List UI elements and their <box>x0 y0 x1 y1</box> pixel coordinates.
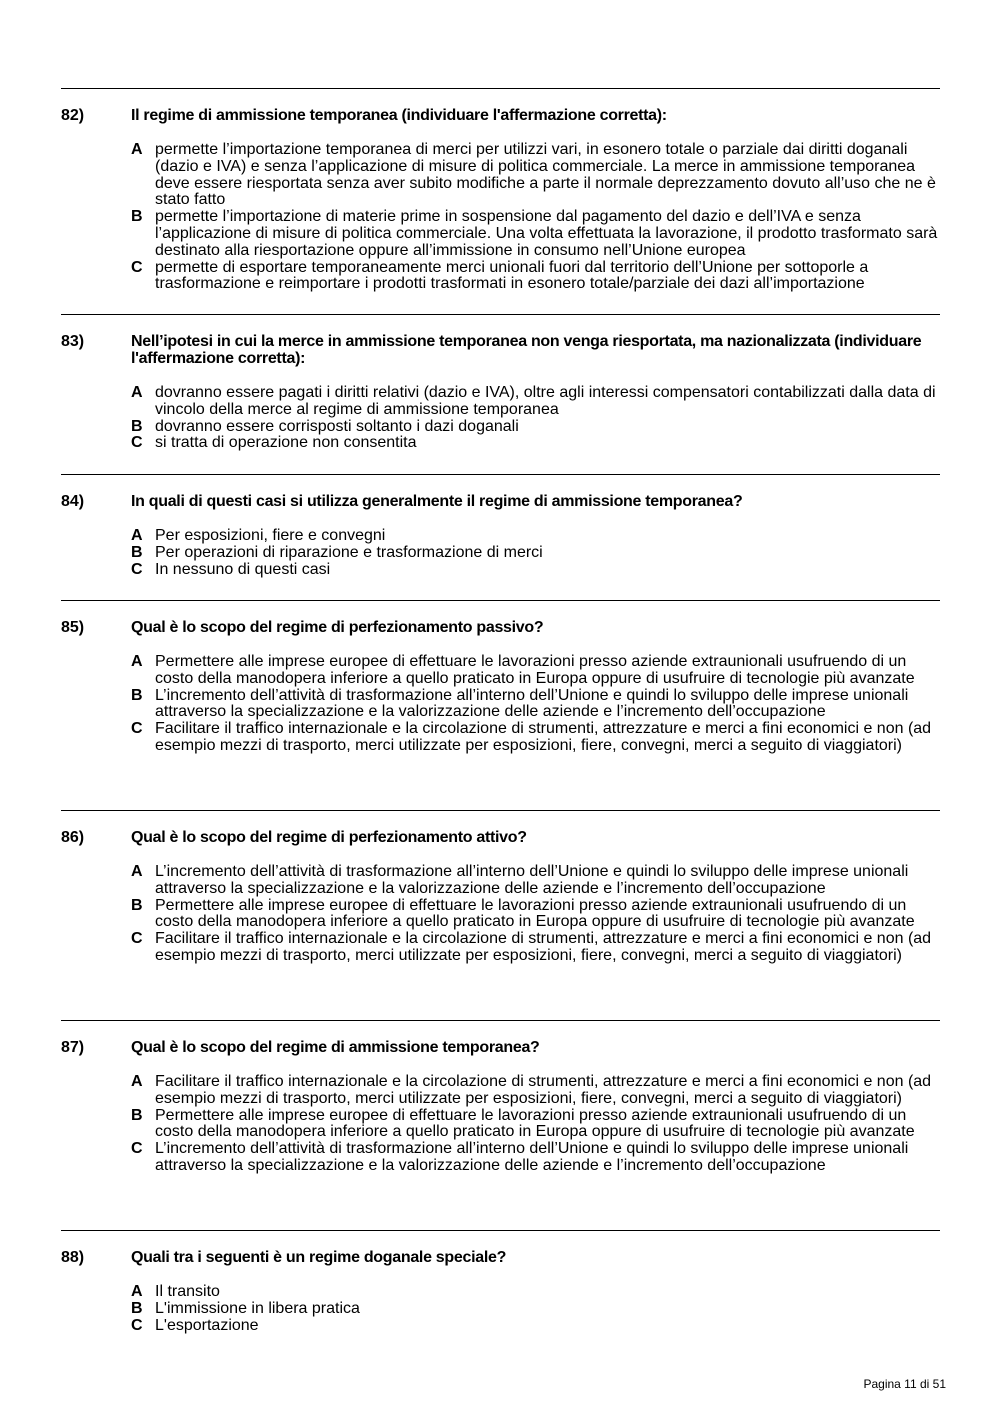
answer-text: Per operazioni di riparazione e trasformazione di merci <box>155 543 543 561</box>
answer-option <box>131 1141 940 1175</box>
divider <box>61 600 940 601</box>
question-block <box>61 1230 940 1334</box>
answer-letter: C <box>131 930 143 948</box>
question-number: 86) <box>61 829 85 846</box>
question-block <box>61 600 940 755</box>
divider <box>61 1020 940 1021</box>
question-number: 84) <box>61 493 85 510</box>
question-block <box>61 474 940 578</box>
answer-letter: A <box>131 653 143 670</box>
answer-text: L'esportazione <box>155 1316 259 1334</box>
answer-letter: B <box>131 896 143 914</box>
divider <box>61 88 940 89</box>
answer-option <box>131 545 940 562</box>
answer-letter: B <box>131 543 143 561</box>
answer-option <box>131 562 940 579</box>
answer-option <box>131 528 940 545</box>
answer-letter: A <box>131 141 143 158</box>
answer-option <box>131 1318 940 1335</box>
answer-text: In nessuno di questi casi <box>155 560 331 578</box>
question-text: Nell’ipotesi in cui la merce in ammissione temporanea non venga riesportata, ma nazionalizzata (individuare l'affermazione corretta): <box>131 333 922 367</box>
answer-option <box>131 1301 940 1318</box>
answer-letter: B <box>131 1299 143 1317</box>
answer-text: Il transito <box>155 1283 220 1300</box>
answer-letter: C <box>131 560 143 578</box>
answer-letter: C <box>131 720 143 738</box>
answer-letter: A <box>131 527 143 544</box>
question-text: Qual è lo scopo del regime di ammissione temporanea? <box>131 1039 540 1056</box>
answer-text: Permettere alle imprese europee di effettuare le lavorazioni presso aziende extraunionali usufruendo di un costo della manodopera inferiore a quello praticato in Europa oppure di usufruire di tecnologie più avanzate <box>155 653 915 687</box>
answer-option <box>131 1074 940 1108</box>
answer-text: L’incremento dell’attività di trasformazione all’interno dell’Unione e quindi lo sviluppo delle imprese unionali attraverso la specializzazione e la valorizzazione delle aziende e l’incremento dell’occupazione <box>155 686 909 721</box>
question-number: 87) <box>61 1039 85 1056</box>
answer-option <box>131 142 940 209</box>
answer-text: Per esposizioni, fiere e convegni <box>155 527 386 544</box>
answer-text: dovranno essere corrisposti soltanto i dazi doganali <box>155 417 519 435</box>
answer-option <box>131 654 940 688</box>
answer-text: dovranno essere pagati i diritti relativi (dazio e IVA), oltre agli interessi compensatori contabilizzati dalla data di vincolo della merce al regime di ammissione temporanea <box>155 384 936 418</box>
question-block <box>61 810 940 965</box>
answer-option <box>131 864 940 898</box>
answer-text: si tratta di operazione non consentita <box>155 434 417 452</box>
answer-text: Facilitare il traffico internazionale e la circolazione di strumenti, attrezzature e merci a fini economici e non (ad esempio mezzi di trasporto, merci utilizzate per esposizioni, fiere, convegni, merci a seguito di viaggiatori) <box>155 930 932 964</box>
answer-text: L'immissione in libera pratica <box>155 1299 360 1317</box>
answer-letter: B <box>131 417 143 435</box>
question-text: Il regime di ammissione temporanea (individuare l'affermazione corretta): <box>131 107 667 124</box>
answer-letter: C <box>131 258 143 276</box>
answer-option <box>131 209 940 259</box>
answer-option <box>131 898 940 932</box>
answer-text: permette l’importazione di materie prime in sospensione dal pagamento del dazio e dell’IVA e senza l’applicazione di misure di politica commerciale. Una volta effettuata la lavorazione, il prodotto trasformato sarà destinato alla riesportazione oppure all’immissione in consumo nell’Unione europea <box>155 208 938 259</box>
answer-letter: A <box>131 1283 143 1300</box>
question-number: 83) <box>61 333 85 350</box>
question-block <box>61 88 940 293</box>
answer-text: Facilitare il traffico internazionale e la circolazione di strumenti, attrezzature e merci a fini economici e non (ad esempio mezzi di trasporto, merci utilizzate per esposizioni, fiere, convegni, merci a seguito di viaggiatori) <box>155 1073 932 1107</box>
answer-option <box>131 688 940 722</box>
answer-letter: A <box>131 863 143 880</box>
divider <box>61 314 940 315</box>
question-block <box>61 1020 940 1175</box>
answer-text: L’incremento dell’attività di trasformazione all’interno dell’Unione e quindi lo sviluppo delle imprese unionali attraverso la specializzazione e la valorizzazione delle aziende e l’incremento dell’occupazione <box>155 863 909 897</box>
answer-letter: A <box>131 1073 143 1090</box>
answer-letter: B <box>131 1106 143 1124</box>
divider <box>61 1230 940 1231</box>
answer-option <box>131 931 940 965</box>
divider <box>61 474 940 475</box>
answer-text: Permettere alle imprese europee di effettuare le lavorazioni presso aziende extraunionali usufruendo di un costo della manodopera inferiore a quello praticato in Europa oppure di usufruire di tecnologie più avanzate <box>155 1106 915 1141</box>
answer-text: Facilitare il traffico internazionale e la circolazione di strumenti, attrezzature e merci a fini economici e non (ad esempio mezzi di trasporto, merci utilizzate per esposizioni, fiere, convegni, merci a seguito di viaggiatori) <box>155 720 932 754</box>
answer-option <box>131 1108 940 1142</box>
question-text: Qual è lo scopo del regime di perfezionamento attivo? <box>131 829 527 846</box>
answer-option <box>131 260 940 294</box>
divider <box>61 810 940 811</box>
question-number: 82) <box>61 107 85 124</box>
answer-text: Permettere alle imprese europee di effettuare le lavorazioni presso aziende extraunionali usufruendo di un costo della manodopera inferiore a quello praticato in Europa oppure di usufruire di tecnologie più avanzate <box>155 896 915 931</box>
answer-letter: A <box>131 384 143 401</box>
answer-option <box>131 435 940 452</box>
answer-text: permette l’importazione temporanea di merci per utilizzi vari, in esonero totale o parziale dai diritti doganali (dazio e IVA) e senza l’applicazione di misure di politica commerciale. La merce in ammissione temporanea deve essere riesportata senza aver subito modifiche a parte il normale deprezzamento dovuto all’uso che ne è stato fatto <box>155 141 936 209</box>
answer-option <box>131 721 940 755</box>
answer-letter: B <box>131 208 143 226</box>
answer-letter: C <box>131 1140 143 1158</box>
question-block <box>61 314 940 452</box>
answer-letter: B <box>131 686 143 704</box>
page-number: Pagina 11 di 51 <box>863 1377 946 1391</box>
answer-text: permette di esportare temporaneamente merci unionali fuori dal territorio dell’Unione per sottoporle a trasformazione e reimportare i prodotti trasformati in esonero totale/parziale dei dazi all’importazione <box>155 258 869 293</box>
answer-option <box>131 419 940 436</box>
answer-option <box>131 385 940 419</box>
answer-letter: C <box>131 1316 143 1334</box>
answer-letter: C <box>131 434 143 452</box>
question-text: Qual è lo scopo del regime di perfezionamento passivo? <box>131 619 544 636</box>
question-number: 85) <box>61 619 85 636</box>
question-text: Quali tra i seguenti è un regime doganale speciale? <box>131 1249 507 1266</box>
question-number: 88) <box>61 1249 85 1266</box>
answer-text: L’incremento dell’attività di trasformazione all’interno dell’Unione e quindi lo sviluppo delle imprese unionali attraverso la specializzazione e la valorizzazione delle aziende e l’incremento dell’occupazione <box>155 1140 909 1174</box>
answer-option <box>131 1284 940 1301</box>
question-text: In quali di questi casi si utilizza generalmente il regime di ammissione temporanea? <box>131 493 743 510</box>
